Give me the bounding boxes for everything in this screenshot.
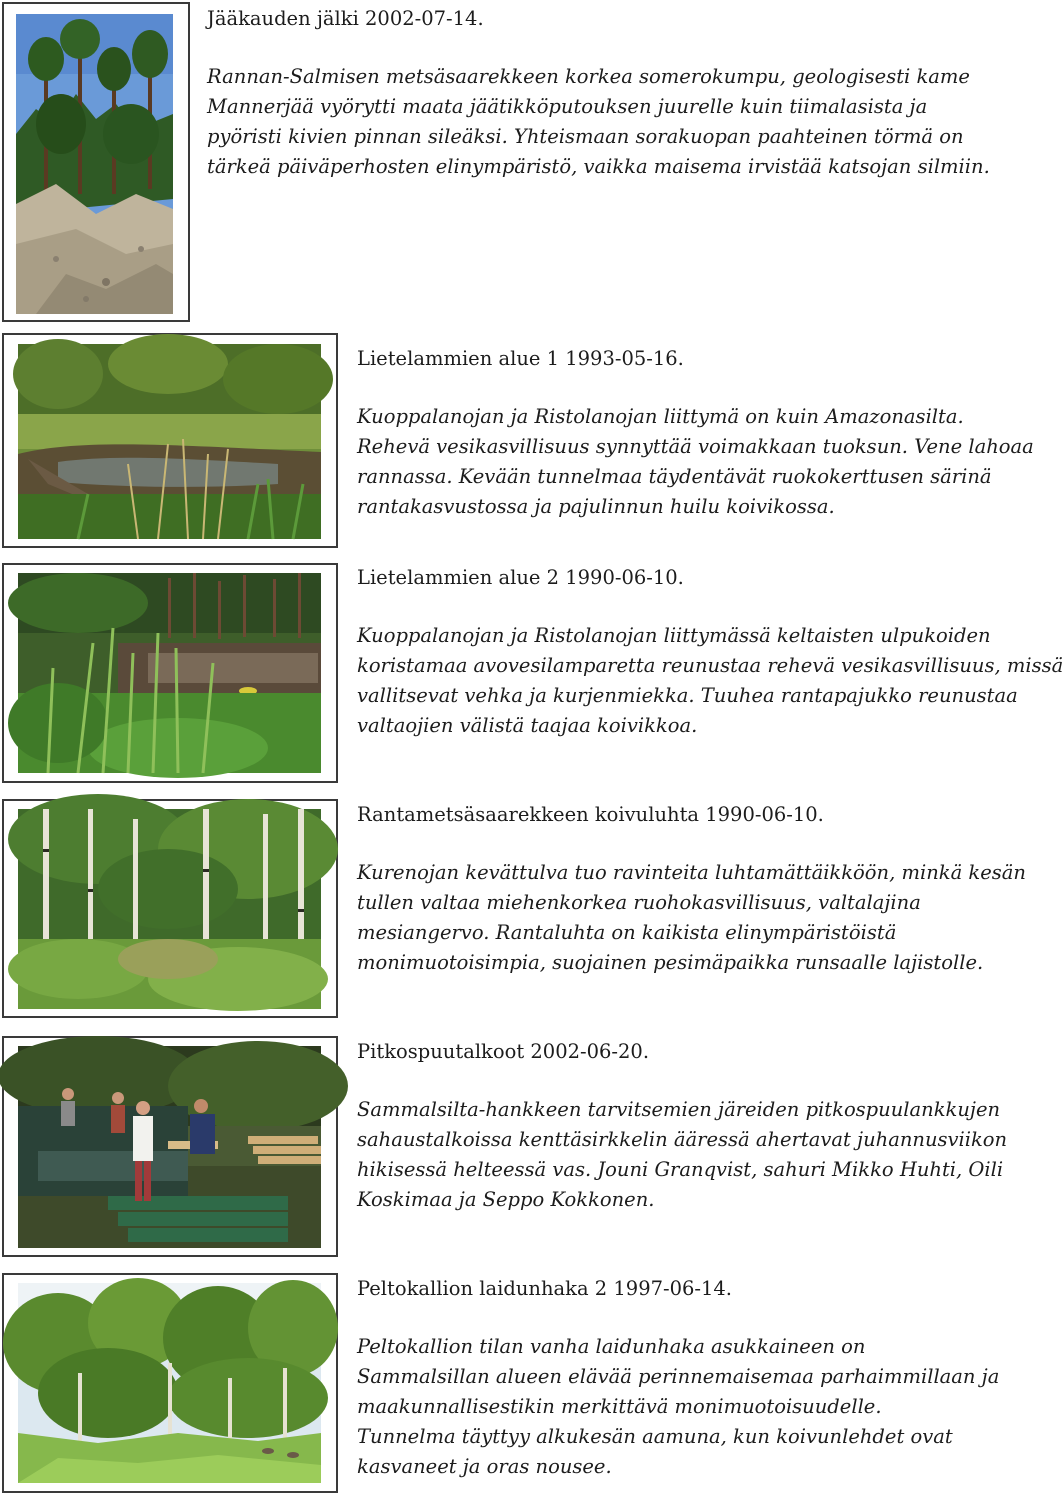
description-line: rantakasvustossa ja pajulinnun huilu koivikossa. <box>357 495 835 518</box>
entry-1 <box>207 4 990 182</box>
description-line: hikisessä helteessä vas. Jouni Granqvist, sahuri Mikko Huhti, Oili <box>357 1158 1004 1181</box>
description-line: sahaustalkoissa kenttäsirkkelin ääressä ahertavat juhannusviikon <box>357 1128 1008 1151</box>
entry-description <box>357 621 1063 741</box>
description-line: Kurenojan kevättulva tuo ravinteita luhtamättäikköön, minkä kesän <box>357 861 1026 884</box>
description-line: mesiangervo. Rantaluhta on kaikista elinympäristöistä <box>357 921 897 944</box>
photo-pasture <box>18 1283 321 1483</box>
description-line: valtaojien välistä taajaa koivikkoa. <box>357 714 698 737</box>
description-line: Tunnelma täyttyy alkukesän aamuna, kun koivunlehdet ovat <box>357 1425 953 1448</box>
entry-description <box>357 402 1034 522</box>
entry-title: Peltokallion laidunhaka 2 1997-06-14. <box>357 1277 733 1300</box>
entry-description <box>357 1332 1000 1482</box>
description-line: tärkeä päiväperhosten elinympäristö, vaikka maisema irvistää katsojan silmiin. <box>207 155 990 178</box>
entry-5 <box>357 1037 1008 1215</box>
photo-sawmill-work <box>18 1046 321 1248</box>
description-line: Mannerjää vyörytti maata jäätikköputouksen juurelle kuin tiimalasista ja <box>207 95 928 118</box>
description-line: pyöristi kivien pinnan sileäksi. Yhteismaan sorakuopan paahteinen törmä on <box>207 125 964 148</box>
photo-birch-marsh <box>18 809 321 1009</box>
description-line: kasvaneet ja oras nousee. <box>357 1455 612 1478</box>
description-line: Sammalsillan alueen elävää perinnemaisemaa parhaimmillaan ja <box>357 1365 1000 1388</box>
description-line: Rannan-Salmisen metsäsaarekkeen korkea somerokumpu, geologisesti kame <box>207 65 970 88</box>
description-line: maakunnallisestikin merkittävä monimuotoisuudelle. <box>357 1395 882 1418</box>
entry-title: Jääkauden jälki 2002-07-14. <box>207 7 484 30</box>
description-line: tullen valtaa miehenkorkea ruohokasvillisuus, valtalajina <box>357 891 921 914</box>
entry-3 <box>357 563 1063 741</box>
entry-title: Lietelammien alue 2 1990-06-10. <box>357 566 684 589</box>
description-line: rannassa. Kevään tunnelmaa täydentävät ruokokerttusen särinä <box>357 465 992 488</box>
description-line: Sammalsilta-hankkeen tarvitsemien järeiden pitkospuulankkujen <box>357 1098 1001 1121</box>
description-line: Kuoppalanojan ja Ristolanojan liittymässä keltaisten ulpukoiden <box>357 624 991 647</box>
photo-pond-2 <box>18 573 321 773</box>
photo-gravel-pit <box>16 14 173 314</box>
entry-6 <box>357 1274 1000 1482</box>
entry-title: Lietelammien alue 1 1993-05-16. <box>357 347 684 370</box>
description-line: Koskimaa ja Seppo Kokkonen. <box>357 1188 655 1211</box>
description-line: monimuotoisimpia, suojainen pesimäpaikka runsaalle lajistolle. <box>357 951 984 974</box>
entry-2 <box>357 344 1034 522</box>
entry-description <box>357 1095 1008 1215</box>
entry-description <box>207 62 990 182</box>
description-line: vallitsevat vehka ja kurjenmiekka. Tuuhea rantapajukko reunustaa <box>357 684 1018 707</box>
photo-pond-1 <box>18 344 321 539</box>
entry-title: Pitkospuutalkoot 2002-06-20. <box>357 1040 650 1063</box>
description-line: Peltokallion tilan vanha laidunhaka asukkaineen on <box>357 1335 866 1358</box>
description-line: koristamaa avovesilamparetta reunustaa rehevä vesikasvillisuus, missä <box>357 654 1063 677</box>
entry-title: Rantametsäsaarekkeen koivuluhta 1990-06-10. <box>357 803 824 826</box>
entry-4 <box>357 800 1026 978</box>
entry-description <box>357 858 1026 978</box>
description-line: Kuoppalanojan ja Ristolanojan liittymä on kuin Amazonasilta. <box>357 405 964 428</box>
description-line: Rehevä vesikasvillisuus synnyttää voimakkaan tuoksun. Vene lahoaa <box>357 435 1034 458</box>
